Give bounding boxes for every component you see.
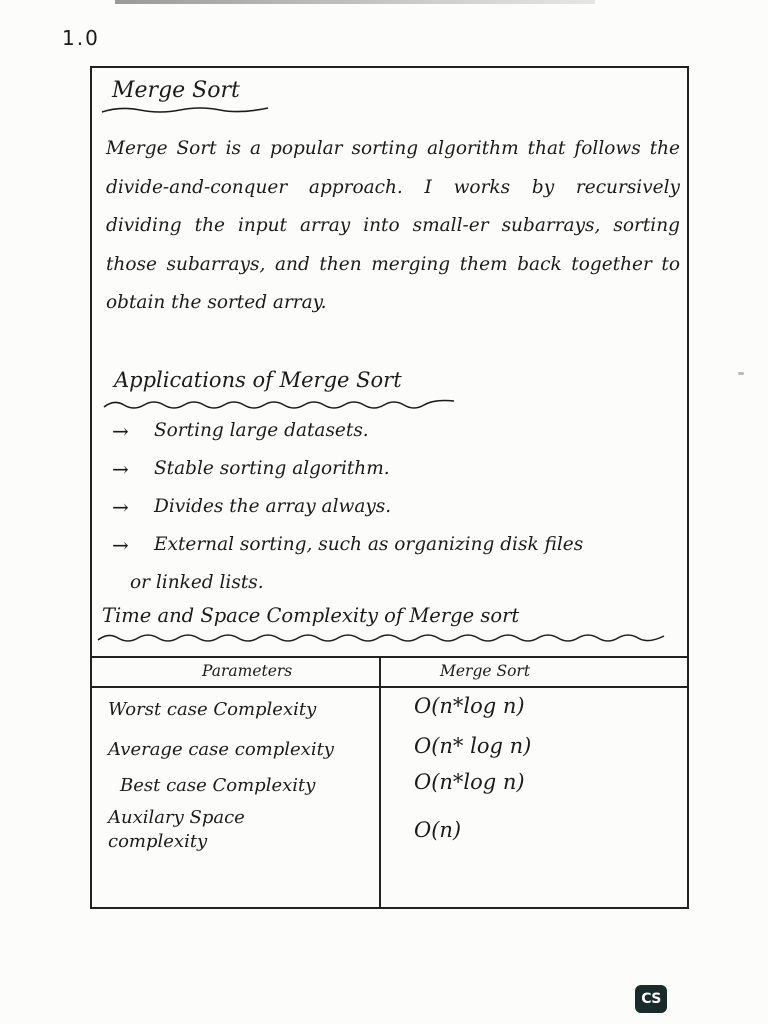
page-number: 1.0 [62, 26, 100, 50]
page-edge-strip [115, 0, 595, 4]
application-text-continued: or linked lists. [130, 572, 264, 593]
merge-sort-heading: Merge Sort [112, 78, 240, 103]
application-text: Stable sorting algorithm. [154, 458, 390, 479]
list-item [108, 526, 688, 602]
table-row-parameter: Average case complexity [108, 739, 334, 760]
table-row-parameter: Auxilary Space complexity [108, 807, 245, 852]
column-header-parameters: Parameters [202, 662, 293, 680]
list-item [108, 450, 688, 488]
paper-speck [738, 372, 744, 375]
arrow-icon: → [112, 419, 129, 443]
applications-list [108, 412, 688, 602]
table-header-rule [92, 686, 687, 688]
note-sheet [90, 66, 689, 909]
application-text: Sorting large datasets. [154, 420, 369, 441]
arrow-icon: → [112, 495, 129, 519]
table-top-rule [92, 656, 687, 658]
merge-sort-description: Merge Sort is a popular sorting algorithm that follows the divide-and-conquer approach. I works by recursively dividing the input array into small-er subarrays, sorting those subarrays, and then merging them back together to obtain the sorted array. [106, 138, 680, 313]
complexity-heading-underline [96, 630, 666, 646]
table-row-value: O(n) [414, 818, 462, 842]
table-row-value: O(n* log n) [414, 734, 532, 758]
list-item [108, 412, 688, 450]
table-row-value: O(n*log n) [414, 770, 525, 794]
arrow-icon: → [112, 457, 129, 481]
applications-heading-underline [102, 395, 462, 411]
merge-sort-heading-underline [100, 104, 270, 116]
applications-heading: Applications of Merge Sort [114, 368, 402, 392]
complexity-heading: Time and Space Complexity of Merge sort [102, 604, 520, 627]
list-item [108, 488, 688, 526]
application-text: External sorting, such as organizing disk files [154, 534, 584, 555]
application-text: Divides the array always. [154, 496, 392, 517]
table-row-value: O(n*log n) [414, 694, 525, 718]
column-header-merge-sort: Merge Sort [440, 662, 531, 680]
arrow-icon: → [112, 533, 129, 557]
table-row-parameter: Best case Complexity [120, 775, 316, 796]
camscanner-logo: CS [635, 985, 667, 1013]
complexity-table [92, 656, 687, 907]
table-row-parameter: Worst case Complexity [108, 699, 317, 720]
